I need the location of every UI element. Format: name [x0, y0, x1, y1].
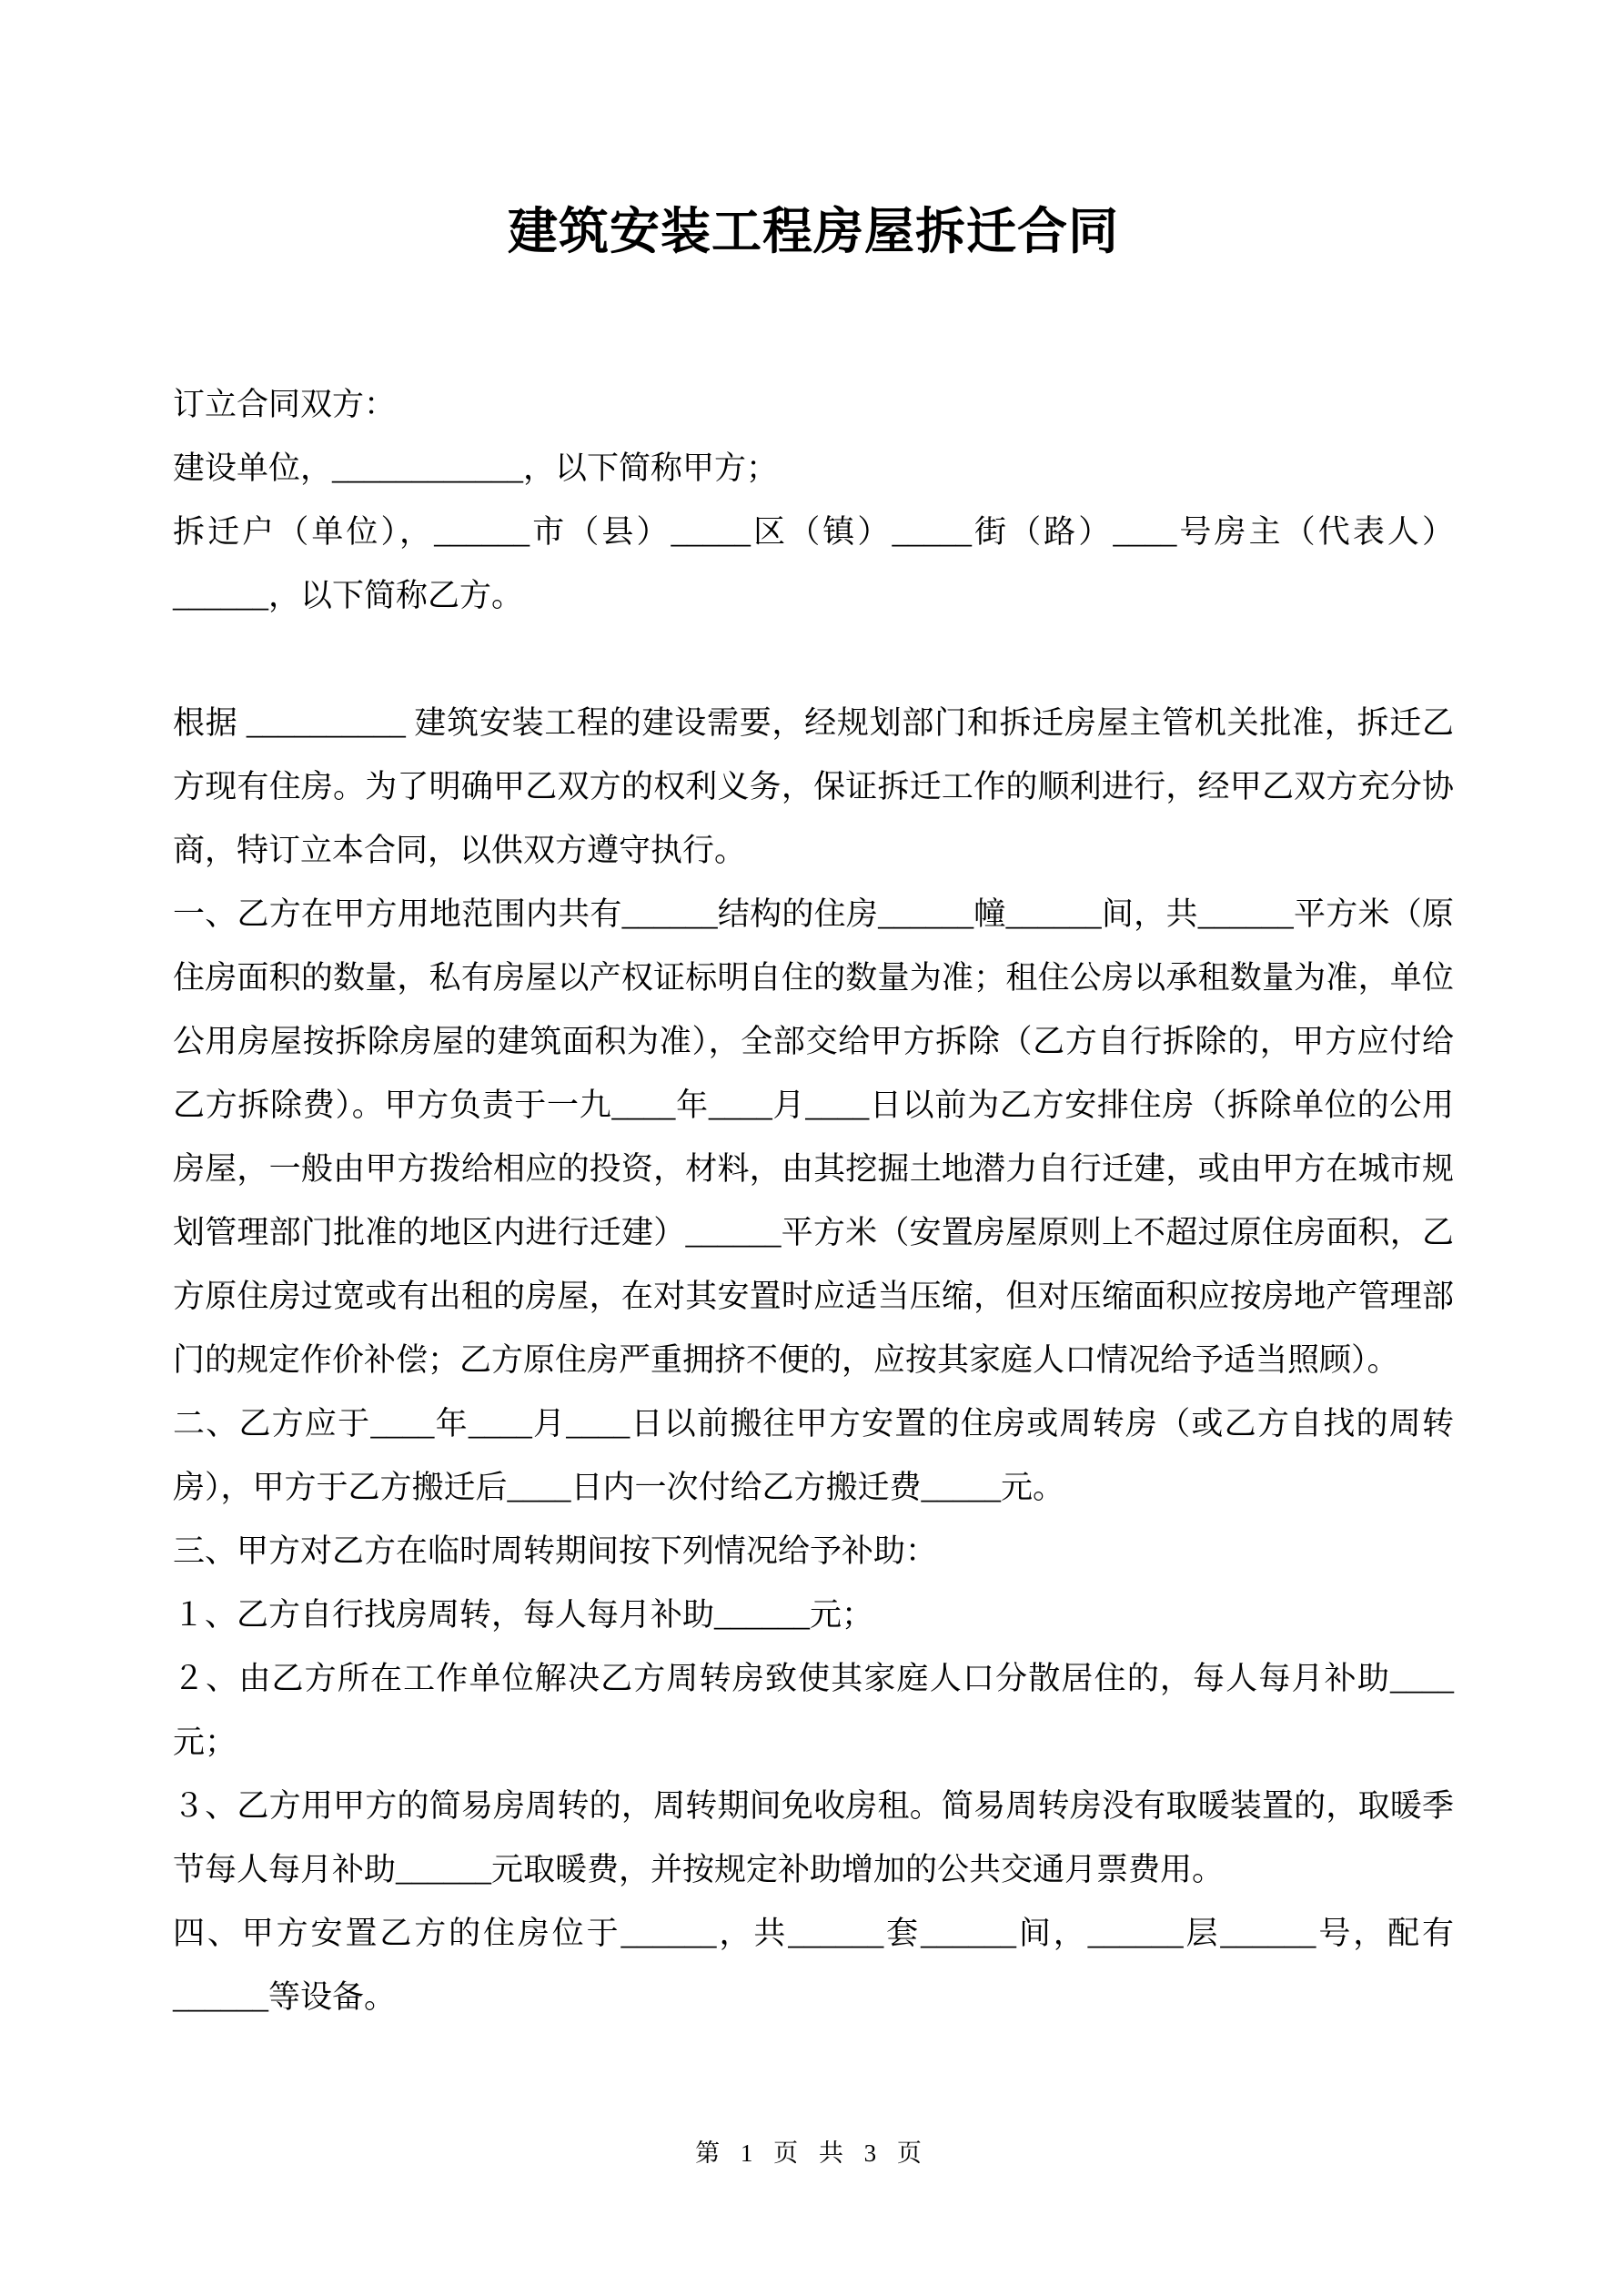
paragraph: ３、乙方用甲方的简易房周转的，周转期间免收房租。简易周转房没有取暖装置的，取暖季节每人每月补助______元取暖费，并按规定补助增加的公共交通月票费用。: [173, 1788, 1454, 1887]
paragraph: 二、乙方应于____年____月____日以前搬往甲方安置的住房或周转房（或乙方自找的周转房），甲方于乙方搬迁后____日内一次付给乙方搬迁费_____元。: [173, 1406, 1454, 1505]
document-body: [173, 373, 1454, 2029]
paragraph: 订立合同双方：: [173, 387, 397, 422]
paragraph: １、乙方自行找房周转，每人每月补助______元；: [173, 1597, 874, 1633]
paragraph: 四、甲方安置乙方的住房位于______，共______套______间，______层______号，配有______等设备。: [173, 1916, 1454, 2015]
paragraph: 一、乙方在甲方用地范围内共有______结构的住房______幢______间，共______平方米（原住房面积的数量，私有房屋以产权证标明自住的数量为准；租住公房以承租数量为准，单位公用房屋按拆除房屋的建筑面积为准），全部交给甲方拆除（乙方自行拆除的，甲方应付给乙方拆除费）。甲方负责于一九____年____月____日以前为乙方安排住房（拆除单位的公用房屋，一般由甲方拨给相应的投资，材料，由其挖掘土地潜力自行迁建，或由甲方在城市规划管理部门批准的地区内进行迁建）______平方米（安置房屋原则上不超过原住房面积，乙方原住房过宽或有出租的房屋，在对其安置时应适当压缩，但对压缩面积应按房地产管理部门的规定作价补偿；乙方原住房严重拥挤不便的，应按其家庭人口情况给予适当照顾）。: [173, 896, 1454, 1378]
paragraph: 拆迁户（单位），______市（县）_____区（镇）_____街（路）____号房主（代表人）______，以下简称乙方。: [173, 514, 1454, 613]
page-footer: [0, 2133, 1624, 2169]
paragraph: 根据 __________ 建筑安装工程的建设需要，经规划部门和拆迁房屋主管机关批准，拆迁乙方现有住房。为了明确甲乙双方的权利义务，保证拆迁工作的顺利进行，经甲乙双方充分协商，特订立本合同，以供双方遵守执行。: [173, 705, 1454, 868]
document-title: 建筑安装工程房屋拆迁合同: [507, 204, 1119, 259]
paragraph: ２、由乙方所在工作单位解决乙方周转房致使其家庭人口分散居住的，每人每月补助____元；: [173, 1661, 1454, 1760]
page-number-label: 第 1 页 共 3 页: [695, 2139, 929, 2167]
paragraph: 三、甲方对乙方在临时周转期间按下列情况给予补助：: [173, 1533, 938, 1569]
paragraph: 建设单位，____________，以下简称甲方；: [173, 450, 779, 486]
